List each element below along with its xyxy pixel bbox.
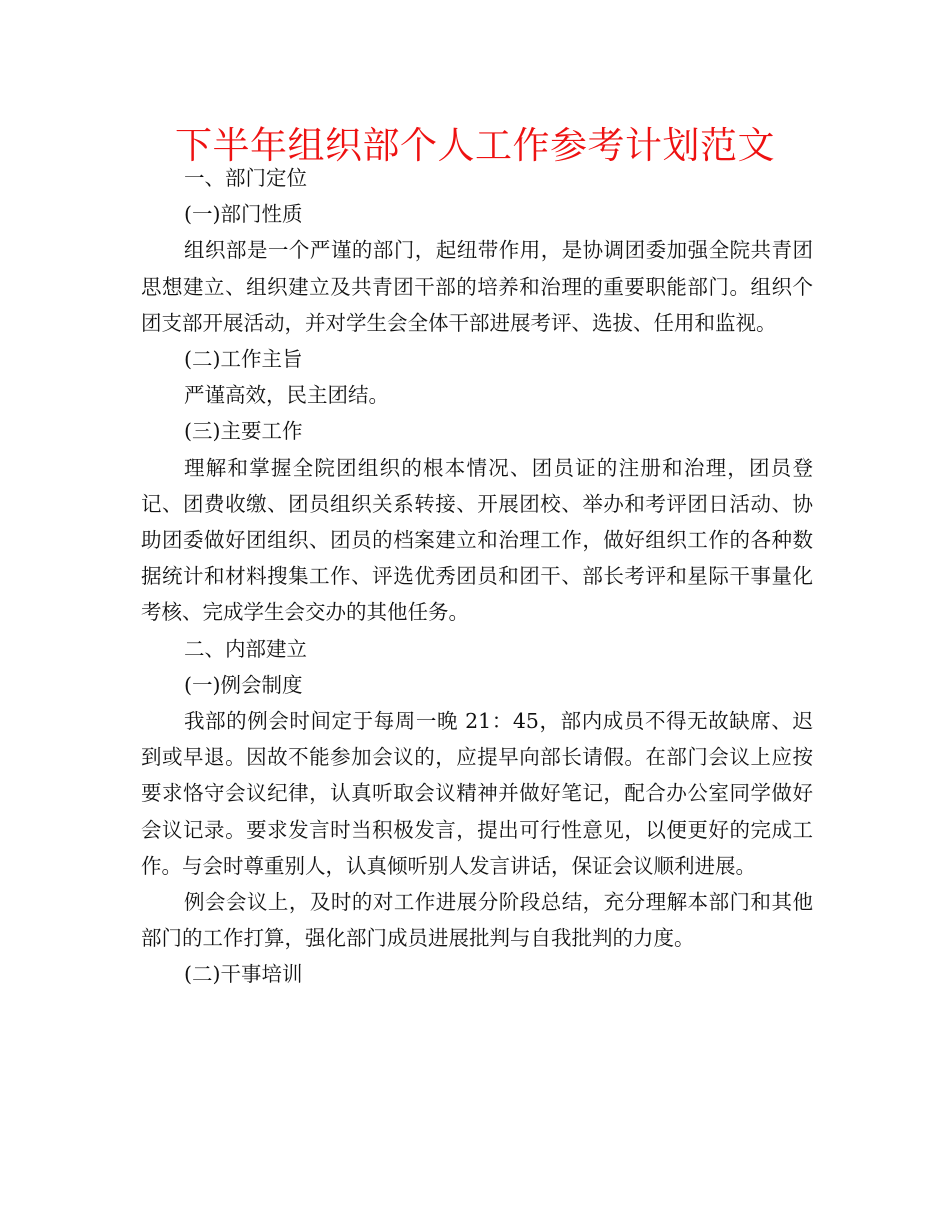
document-body bbox=[141, 160, 813, 993]
section-heading: 二、内部建立 bbox=[184, 636, 307, 661]
body-paragraph: 严谨高效，民主团结。 bbox=[184, 383, 389, 408]
subsection-heading: (一)例会制度 bbox=[184, 672, 303, 697]
body-paragraph: 例会会议上，及时的对工作进展分阶段总结，充分理解本部门和其他部门的工作打算，强化部门成员进展批判与自我批判的力度。 bbox=[141, 890, 813, 951]
subsection-heading: (二)工作主旨 bbox=[184, 347, 303, 372]
body-paragraph: 理解和掌握全院团组织的根本情况、团员证的注册和治理，团员登记、团费收缴、团员组织关系转接、开展团校、举办和考评团日活动、协助团委做好团组织、团员的档案建立和治理工作，做好组织工作的各种数据统计和材料搜集工作、评选优秀团员和团干、部长考评和星际干事量化考核、完成学生会交办的其他任务。 bbox=[141, 455, 813, 625]
section-heading: 一、部门定位 bbox=[184, 166, 307, 190]
subsection-heading: (二)干事培训 bbox=[184, 962, 303, 987]
subsection-heading: (一)部门性质 bbox=[184, 202, 303, 227]
body-paragraph: 组织部是一个严谨的部门，起纽带作用，是协调团委加强全院共青团思想建立、组织建立及共青团干部的培养和治理的重要职能部门。组织个团支部开展活动，并对学生会全体干部进展考评、选拔、任用和监视。 bbox=[141, 238, 813, 335]
subsection-heading: (三)主要工作 bbox=[184, 419, 303, 444]
document-title: 下半年组织部个人工作参考计划范文 bbox=[175, 124, 775, 167]
body-paragraph: 我部的例会时间定于每周一晚 21：45，部内成员不得无故缺席、迟到或早退。因故不能参加会议的，应提早向部长请假。在部门会议上应按要求恪守会议纪律，认真听取会议精神并做好笔记，配合办公室同学做好会议记录。要求发言时当积极发言，提出可行性意见，以便更好的完成工作。与会时尊重别人，认真倾听别人发言讲话，保证会议顺利进展。 bbox=[141, 709, 813, 878]
